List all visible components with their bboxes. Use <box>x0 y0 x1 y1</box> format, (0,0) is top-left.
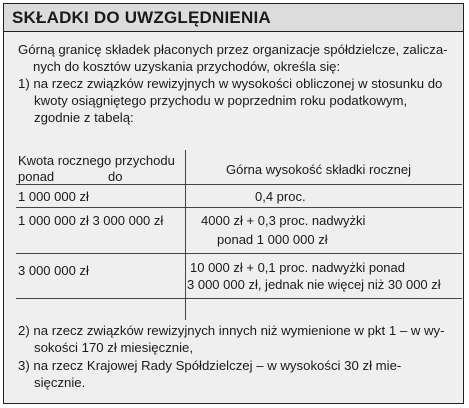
box-title: SKŁADKI DO UWZGLĘDNIENIA <box>12 8 271 27</box>
item2-line-1: 2) na rzecz związków rewizyjnych innych niż wymienione w pkt 1 – w wy- <box>18 323 445 338</box>
table-header-fee: Górna wysokość składki rocznej <box>226 162 411 177</box>
intro-line-2: nych do kosztów uzyskania przychodów, określa się: <box>33 59 341 74</box>
table-row-divider <box>16 253 462 254</box>
item1-line-1: 1) na rzecz związków rewizyjnych w wysokości obliczonej w stosunku do <box>18 76 443 91</box>
table-header-to: do <box>108 169 123 184</box>
table-column-divider <box>185 150 186 320</box>
info-box <box>3 3 464 404</box>
item2-line-2: sokości 170 zł miesięcznie, <box>34 340 194 355</box>
row-range: 3 000 000 zł <box>18 263 89 278</box>
row-range: 1 000 000 zł 3 000 000 zł <box>18 213 164 228</box>
row-fee-line: 0,4 proc. <box>255 189 306 204</box>
item3-line-2: sięcznie. <box>34 375 86 390</box>
row-fee-line: ponad 1 000 000 zł <box>217 232 328 247</box>
item1-line-3: zgodnie z tabelą: <box>34 110 134 125</box>
table-header-divider <box>16 184 462 185</box>
intro-line-1: Górną granicę składek płaconych przez organizacje spółdzielcze, zalicza- <box>18 42 448 57</box>
item1-line-2: kwoty osiągniętego przychodu w poprzednim roku podatkowym, <box>34 93 408 108</box>
box-header <box>4 4 463 32</box>
row-fee-line: 4000 zł + 0,3 proc. nadwyżki <box>201 213 366 228</box>
row-range: 1 000 000 zł <box>18 189 89 204</box>
item3-line-1: 3) na rzecz Krajowej Rady Spółdzielczej – w wysokości 30 zł mie- <box>18 358 402 373</box>
table-header-amount: Kwota rocznego przychodu <box>18 153 175 168</box>
table-header-from: ponad <box>18 169 55 184</box>
table-row-divider <box>16 207 462 208</box>
box-body <box>4 32 463 403</box>
row-fee-line: 3 000 000 zł, jednak nie więcej niż 30 000 zł <box>187 277 441 292</box>
table-bottom-divider <box>16 298 462 299</box>
row-fee-line: 10 000 zł + 0,1 proc. nadwyżki ponad <box>190 260 406 275</box>
